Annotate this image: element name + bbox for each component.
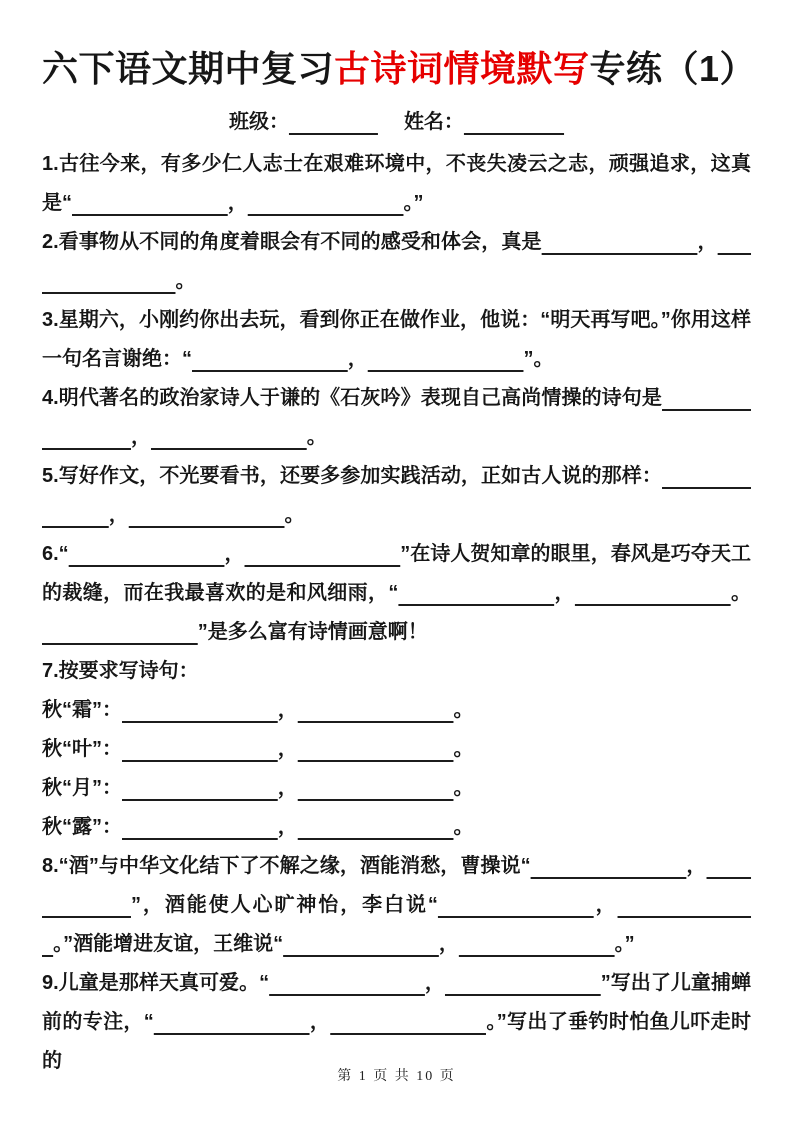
- question-1: 1.古往今来，有多少仁人志士在艰难环境中，不丧失凌云之志，顽强追求，这真是“ ， 。”: [42, 153, 751, 214]
- answer-blank: [298, 699, 454, 721]
- answer-blank: [438, 894, 594, 916]
- class-label: 班级：: [228, 111, 289, 133]
- answer-blank: [245, 543, 401, 565]
- answer-blank: [330, 1011, 486, 1033]
- answer-blank: [445, 972, 601, 994]
- answer-blank: [72, 192, 228, 214]
- question-3: 3.星期六，小刚约你出去玩，看到你正在做作业，他说：“明天再写吧。”你用这样一句名言谢绝：“ ， ”。: [42, 309, 751, 370]
- answer-blank: [122, 699, 278, 721]
- title-part-suffix: 专练（1）: [589, 48, 757, 89]
- answer-blank: [542, 231, 698, 253]
- answer-blank: [122, 816, 278, 838]
- name-label: 姓名：: [403, 111, 464, 133]
- answer-blank: [368, 348, 524, 370]
- questions-list: [42, 145, 751, 1081]
- question-4: 4.明代著名的政治家诗人于谦的《石灰吟》表现自己高尚情操的诗句是， 。: [42, 379, 751, 457]
- class-blank: [289, 111, 378, 133]
- answer-blank: [283, 933, 439, 955]
- answer-blank: [298, 777, 454, 799]
- answer-blank: [129, 504, 285, 526]
- answer-blank: [42, 387, 751, 448]
- title-highlight: 古诗词情境默写: [334, 48, 590, 89]
- title-part-prefix: 六下语文期中复习: [42, 48, 335, 89]
- answer-blank: [151, 426, 307, 448]
- page-footer: 第 1 页 共 10 页: [337, 1069, 456, 1084]
- answer-blank: [248, 192, 404, 214]
- answer-blank: [122, 738, 278, 760]
- answer-blank: [459, 933, 615, 955]
- answer-blank: [192, 348, 348, 370]
- name-blank: [464, 111, 564, 133]
- answer-blank: [69, 543, 225, 565]
- answer-blank: [269, 972, 425, 994]
- student-info-line: [42, 103, 751, 141]
- question-8: 8.“酒”与中华文化结下了不解之缘，酒能消愁，曹操说“ ，”，酒能使人心旷神怡，李白说“ ，。”酒能增进友谊，王维说“ ， 。”: [42, 847, 751, 964]
- answer-blank: [531, 855, 687, 877]
- question-6: 6.“ ， ”在诗人贺知章的眼里，春风是巧夺天工的裁缝，而在我最喜欢的是和风细雨，“ ， 。”是多么富有诗情画意啊！: [42, 543, 752, 643]
- answer-blank: [42, 621, 198, 643]
- page-title: [42, 46, 757, 91]
- answer-blank: [575, 582, 731, 604]
- question-7: 7.按要求写诗句： 秋“霜”： ， 。 秋“叶”： ， 。 秋“月”： ， 。 秋“露”： ， 。: [42, 660, 474, 838]
- answer-blank: [289, 111, 378, 133]
- answer-blank: [298, 816, 454, 838]
- answer-blank: [298, 738, 454, 760]
- question-5: 5.写好作文，不光要看书，还要多参加实践活动，正如古人说的那样：， 。: [42, 457, 751, 535]
- answer-blank: [154, 1011, 310, 1033]
- answer-blank: [398, 582, 554, 604]
- answer-blank: [122, 777, 278, 799]
- answer-blank: [464, 111, 564, 133]
- question-2: 2.看事物从不同的角度着眼会有不同的感受和体会，真是 ，。: [42, 223, 751, 301]
- question-9: 9.儿童是那样天真可爱。“ ， ”写出了儿童捕蝉前的专注，“ ， 。”写出了垂钓时怕鱼儿吓走时的: [42, 972, 752, 1072]
